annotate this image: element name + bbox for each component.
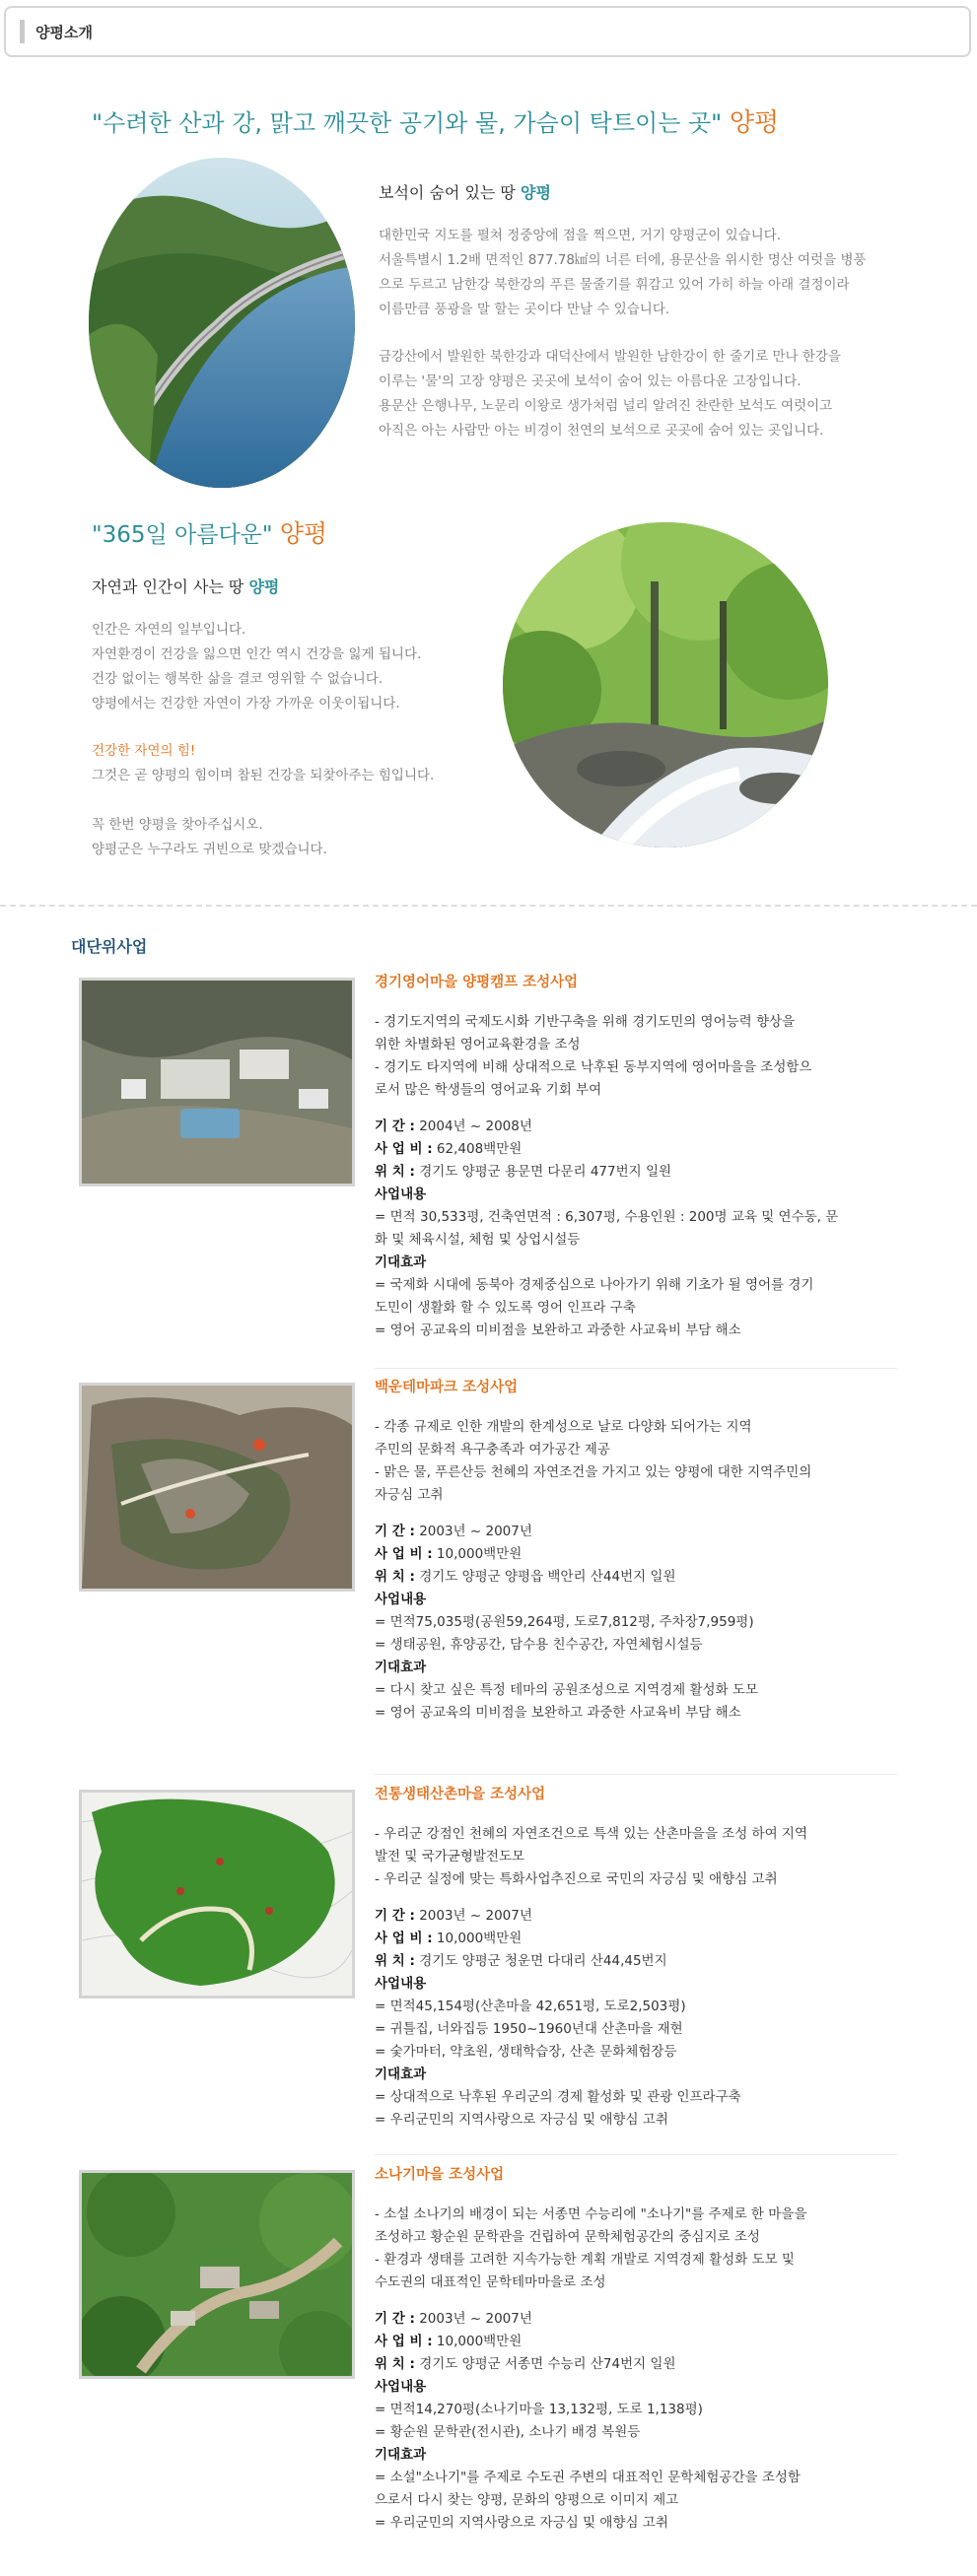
project-title: 경기영어마을 양평캠프 조성사업: [375, 975, 579, 990]
project-image-sonagi-village: [79, 2170, 355, 2379]
period-label: 기 간 :: [375, 1524, 415, 1539]
project-effect-line: = 국제화 시대에 동북아 경제중심으로 나아가기 위해 기초가 될 영어를 경기: [375, 1277, 814, 1293]
para1-line: 서울특별시 1.2배 면적인 877.78㎢의 너른 터에, 용문산을 위시한 명산 여럿을 병풍: [379, 252, 867, 268]
period-value: 2003년 ~ 2007년: [419, 2311, 532, 2327]
project-content-line: = 황순원 문학관(전시관), 소나기 배경 복원등: [375, 2424, 641, 2440]
baekun-park-map-image: [82, 1386, 352, 1589]
period-value: 2004년 ~ 2008년: [419, 1119, 532, 1134]
slogan-highlight: 양평: [729, 108, 780, 138]
para4-line: 그것은 곧 양평의 힘이며 참된 건강을 되찾아주는 힘입니다.: [92, 768, 435, 783]
project-effect-line: = 상대적으로 낙후된 우리군의 경제 활성화 및 관광 인프라구축: [375, 2089, 741, 2105]
forest-stream-illustration: [503, 522, 828, 847]
subhead1-highlight: 양평: [521, 183, 551, 202]
project-intro-line: 주민의 문화적 욕구충족과 여가공간 제공: [375, 1442, 610, 1457]
subhead2-highlight: 양평: [248, 577, 280, 596]
project-title: 소나기마을 조성사업: [375, 2167, 505, 2183]
para5-line: 양평군은 누구라도 귀빈으로 맞겠습니다.: [92, 842, 327, 857]
river-valley-illustration: [89, 158, 355, 488]
project-effect-line: = 다시 찾고 싶은 특정 테마의 공원조성으로 지역경제 활성화 도모: [375, 1682, 758, 1698]
forest-stream-photo: [503, 522, 828, 847]
location-value: 경기도 양평군 양평읍 백안리 산44번지 일원: [419, 1569, 676, 1585]
project-image-english-village: [79, 978, 355, 1186]
location-label: 위 치 :: [375, 2356, 415, 2372]
project-effect-line: = 우리군민의 지역사랑으로 자긍심 및 애향심 고취: [375, 2515, 668, 2531]
para1-line: 으로 두르고 남한강 북한강의 푸른 물줄기를 휘감고 있어 가히 하늘 아래 결정이라: [379, 277, 850, 293]
project-intro-line: - 우리군 강점인 천혜의 자연조건으로 특색 있는 산촌마을을 조성 하여 지역: [375, 1826, 808, 1842]
project-separator: [375, 1368, 897, 1369]
project-sonagi-village: [375, 2163, 902, 2535]
content-label: 사업내용: [375, 2379, 427, 2395]
para1-line: 대한민국 지도를 펼쳐 정중앙에 점을 찍으면, 거기 양평군이 있습니다.: [379, 228, 782, 243]
period-label: 기 간 :: [375, 1908, 415, 1924]
location-label: 위 치 :: [375, 1164, 415, 1180]
period-value: 2003년 ~ 2007년: [419, 1524, 532, 1539]
para3-line: 건강 없이는 행복한 삶을 결코 영위할 수 없습니다.: [92, 671, 384, 687]
project-intro-line: 로서 많은 학생들의 영어교육 기회 부여: [375, 1082, 602, 1098]
project-title: 백운테마파크 조성사업: [375, 1380, 519, 1395]
effect-label: 기대효과: [375, 2067, 427, 2082]
intro-slogan-2: [92, 514, 327, 550]
effect-label: 기대효과: [375, 2447, 427, 2463]
content-label: 사업내용: [375, 1186, 427, 1202]
slogan2-highlight: 양평: [279, 519, 328, 548]
slogan-text: "수려한 산과 강, 맑고 깨끗한 공기와 물, 가슴이 탁트이는 곳": [92, 109, 723, 137]
subhead2-text: 자연과 인간이 사는 땅: [92, 577, 244, 596]
para2-line: 아직은 아는 사람만 아는 비경이 천연의 보석으로 곳곳에 숨어 있는 곳입니다.: [379, 423, 824, 439]
project-intro-line: 수도권의 대표적인 문학테마마을로 조성: [375, 2274, 606, 2290]
english-village-model-image: [82, 981, 352, 1184]
intro-paragraph-1: [379, 224, 867, 322]
project-english-village: [375, 971, 902, 1342]
project-intro-line: - 소설 소나기의 배경이 되는 서종면 수능리에 "소나기"를 주제로 한 마을을: [375, 2206, 807, 2222]
period-label: 기 간 :: [375, 1119, 415, 1134]
project-mountain-village: [375, 1783, 902, 2132]
project-content-line: = 귀틀집, 너와집등 1950~1960년대 산촌마을 재현: [375, 2021, 683, 2037]
project-intro-line: 위한 차별화된 영어교육환경을 조성: [375, 1037, 581, 1052]
project-intro-line: 발전 및 국가균형발전도모: [375, 1849, 525, 1864]
project-intro-line: - 우리군 실정에 맞는 특화사업추진으로 국민의 자긍심 및 애향심 고취: [375, 1871, 778, 1887]
project-effect-line: = 영어 공교육의 미비점을 보완하고 과중한 사교육비 부담 해소: [375, 1705, 741, 1721]
intro-paragraph-2: [379, 345, 841, 443]
content-label: 사업내용: [375, 1592, 427, 1607]
project-period: [375, 1521, 902, 1543]
project-intro-line: - 경기도지역의 국제도시화 기반구축을 위해 경기도민의 영어능력 향상을: [375, 1014, 796, 1030]
project-title: 전통생태산촌마을 조성사업: [375, 1787, 546, 1802]
para3-line: 인간은 자연의 일부입니다.: [92, 622, 246, 638]
page-title: 양평소개: [35, 24, 93, 41]
project-content-line: 화 및 체육시설, 체험 및 상업시설등: [375, 1232, 581, 1248]
project-image-baekun-park: [79, 1383, 355, 1592]
project-effect-line: = 영어 공교육의 미비점을 보완하고 과중한 사교육비 부담 해소: [375, 1322, 741, 1338]
section-divider: [0, 905, 977, 907]
budget-label: 사 업 비 :: [375, 1546, 433, 1562]
subhead-jewel-land: [379, 180, 551, 203]
sonagi-village-aerial-image: [82, 2173, 352, 2376]
project-period: [375, 1116, 902, 1138]
project-intro-line: 조성하고 황순원 문학관을 건립하여 문학체험공간의 중심지로 조성: [375, 2229, 760, 2245]
project-effect-line: 으로서 다시 찾는 양평, 문화의 양평으로 이미지 제고: [375, 2492, 679, 2508]
project-effect-line: = 우리군민의 지역사랑으로 자긍심 및 애향심 고취: [375, 2112, 668, 2128]
project-effect-line: 도민이 생활화 할 수 있도록 영어 인프라 구축: [375, 1300, 636, 1316]
location-label: 위 치 :: [375, 1953, 415, 1969]
project-period: [375, 2308, 902, 2331]
project-separator: [375, 1774, 897, 1775]
project-location: [375, 1161, 902, 1184]
budget-label: 사 업 비 :: [375, 2334, 433, 2349]
location-value: 경기도 양평군 용문면 다문리 477번지 일원: [419, 1164, 672, 1180]
slogan2-text: "365일 아름다운": [92, 522, 273, 548]
para2-line: 용문산 은행나무, 노문리 이왕로 생가처럼 널리 알려진 찬란한 보석도 여럿이고: [379, 398, 833, 414]
project-period: [375, 1905, 902, 1928]
period-label: 기 간 :: [375, 2311, 415, 2327]
project-content-line: = 숯가마터, 약초원, 생태학습장, 산촌 문화체험장등: [375, 2044, 677, 2060]
project-location: [375, 2353, 902, 2376]
project-intro-line: - 맑은 물, 푸른산등 천혜의 자연조건을 가지고 있는 양평에 대한 지역주민의: [375, 1464, 812, 1480]
project-image-mountain-village: [79, 1790, 355, 1999]
project-baekun-park: [375, 1376, 902, 1725]
budget-value: 62,408백만원: [436, 1141, 523, 1157]
project-budget: [375, 1543, 902, 1566]
para3-line: 양평에서는 건강한 자연이 가장 가까운 이웃이됩니다.: [92, 696, 400, 712]
project-intro-line: - 각종 규제로 인한 개발의 한계성으로 날로 다양화 되어가는 지역: [375, 1419, 752, 1435]
project-effect-line: = 소설"소나기"를 주제로 수도권 주변의 대표적인 문학체험공간을 조성함: [375, 2470, 801, 2485]
intro-paragraph-3: [92, 618, 421, 716]
intro-paragraph-5: [92, 813, 327, 862]
project-content-line: = 면적45,154평(산촌마을 42,651평, 도로2,503평): [375, 1999, 686, 2014]
project-content-line: = 생태공원, 휴양공간, 담수용 친수공간, 자연체험시설등: [375, 1637, 703, 1653]
page-header: [4, 6, 971, 57]
header-marker: [20, 20, 25, 43]
effect-label: 기대효과: [375, 1660, 427, 1675]
subhead-nature-land: [92, 575, 279, 597]
effect-label: 기대효과: [375, 1254, 427, 1270]
section-title: 대단위사업: [71, 937, 148, 956]
project-budget: [375, 1928, 902, 1950]
location-value: 경기도 양평군 청운면 다대리 산44,45번지: [419, 1953, 667, 1969]
project-budget: [375, 1138, 902, 1161]
project-content-line: = 면적 30,533평, 건축연면적 : 6,307평, 수용인원 : 200명 교육 및 연수동, 문: [375, 1209, 839, 1225]
intro-slogan: [92, 102, 779, 139]
location-value: 경기도 양평군 서종면 수능리 산74번지 일원: [419, 2356, 676, 2372]
project-location: [375, 1566, 902, 1589]
para5-line: 꼭 한번 양평을 찾아주십시오.: [92, 817, 263, 833]
project-intro-line: 자긍심 고취: [375, 1487, 444, 1503]
project-budget: [375, 2331, 902, 2353]
subhead1-text: 보석이 숨어 있는 땅: [379, 183, 516, 202]
para3-line: 자연환경이 건강을 잃으면 인간 역시 건강을 잃게 됩니다.: [92, 646, 422, 662]
project-intro-line: - 경기도 타지역에 비해 상대적으로 낙후된 동부지역에 영어마을을 조성함으: [375, 1059, 812, 1075]
period-value: 2003년 ~ 2007년: [419, 1908, 532, 1924]
budget-value: 10,000백만원: [436, 1546, 523, 1562]
project-content-line: = 면적75,035평(공원59,264평, 도로7,812평, 주차장7,959평): [375, 1614, 754, 1630]
project-intro-line: - 환경과 생태를 고려한 지속가능한 계획 개발로 지역경제 활성화 도모 및: [375, 2252, 795, 2268]
river-valley-photo: [89, 158, 355, 488]
project-content-line: = 면적14,270평(소나기마을 13,132평, 도로 1,138평): [375, 2402, 703, 2417]
budget-label: 사 업 비 :: [375, 1141, 433, 1157]
location-label: 위 치 :: [375, 1569, 415, 1585]
para2-line: 금강산에서 발원한 북한강과 대덕산에서 발원한 남한강이 한 줄기로 만나 한강을: [379, 349, 841, 365]
budget-value: 10,000백만원: [436, 1931, 523, 1946]
budget-label: 사 업 비 :: [375, 1931, 433, 1946]
para2-line: 이루는 '물'의 고장 양평은 곳곳에 보석이 숨어 있는 아름다운 고장입니다.: [379, 373, 802, 389]
para4-highlight: 건강한 자연의 힘!: [92, 743, 196, 759]
mountain-village-map-image: [82, 1793, 352, 1996]
budget-value: 10,000백만원: [436, 2334, 523, 2349]
para1-line: 이름만큼 풍광을 말 할는 곳이다 만날 수 있습니다.: [379, 302, 670, 317]
project-location: [375, 1950, 902, 1973]
intro-paragraph-4: [92, 739, 434, 788]
project-separator: [375, 2154, 897, 2155]
content-label: 사업내용: [375, 1976, 427, 1992]
